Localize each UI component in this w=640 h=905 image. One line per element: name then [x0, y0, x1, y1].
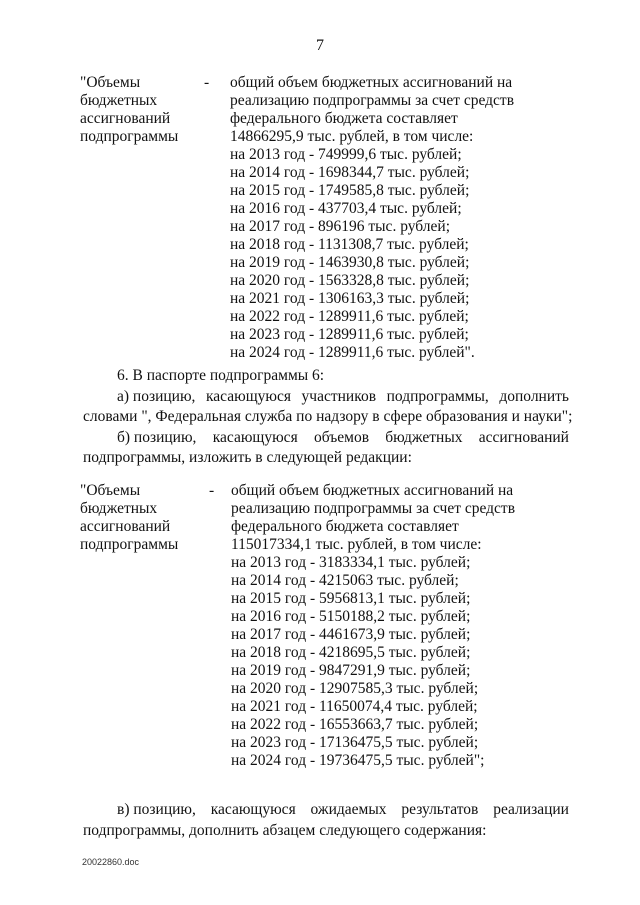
label-line: "Объемы [80, 74, 141, 91]
word: участников [301, 387, 377, 405]
word: а) позицию, [117, 387, 196, 405]
word: результатов [401, 801, 479, 818]
label-line: подпрограммы [80, 128, 179, 145]
intro-line: 115017334,1 тыс. рублей, в том числе: [231, 536, 482, 553]
word: в) позицию, [117, 801, 196, 818]
item-b-line1 [83, 428, 569, 449]
label-line: ассигнований [80, 518, 171, 535]
year-line: на 2019 год - 1463930,8 тыс. рублей; [230, 254, 470, 271]
word: б) позицию, [117, 428, 197, 446]
intro-line: федерального бюджета составляет [230, 110, 458, 127]
label-line: "Объемы [80, 482, 141, 499]
year-line: на 2023 год - 17136475,5 тыс. рублей; [231, 734, 479, 751]
word: объемов [313, 428, 370, 446]
word: касающуюся [206, 387, 291, 405]
word: касающуюся [212, 428, 298, 446]
intro-line: федерального бюджета составляет [231, 518, 459, 535]
block1-content [230, 74, 514, 362]
year-line: на 2017 год - 896196 тыс. рублей; [230, 218, 450, 235]
year-line: на 2014 год - 1698344,7 тыс. рублей; [230, 164, 470, 181]
year-line: на 2022 год - 1289911,6 тыс. рублей; [230, 308, 469, 325]
word: дополнить [499, 387, 569, 405]
label-line: бюджетных [80, 500, 158, 517]
year-line: на 2015 год - 5956813,1 тыс. рублей; [231, 590, 471, 607]
label-line: подпрограммы [80, 536, 179, 553]
document-file-code: 20022860.doc [82, 857, 140, 867]
year-line: на 2018 год - 4218695,5 тыс. рублей; [231, 644, 471, 661]
section6 [83, 366, 573, 469]
word: бюджетных [385, 428, 463, 446]
item-a-line2: словами ", Федеральная служба по надзору в сфере образования и науки"; [83, 408, 573, 425]
year-line: на 2017 год - 4461673,9 тыс. рублей; [231, 626, 471, 643]
intro-line: общий объем бюджетных ассигнований на [231, 482, 514, 499]
intro-line: 14866295,9 тыс. рублей, в том числе: [230, 128, 474, 145]
year-line: на 2024 год - 19736475,5 тыс. рублей"; [231, 752, 485, 769]
block2-content [231, 482, 515, 770]
block1-label [80, 74, 210, 146]
year-line: на 2024 год - 1289911,6 тыс. рублей". [230, 344, 475, 361]
item-b-line2: подпрограммы, изложить в следующей редакции: [83, 449, 412, 466]
year-line: на 2016 год - 437703,4 тыс. рублей; [230, 200, 462, 217]
block2-dash: - [209, 482, 215, 499]
item-a-line1 [83, 387, 569, 408]
word: касающуюся [210, 801, 296, 818]
item-c-line1 [83, 800, 569, 821]
year-line: на 2013 год - 3183334,1 тыс. рублей; [231, 554, 471, 571]
intro-line: реализацию подпрограммы за счет средств [230, 92, 515, 109]
word: подпрограммы, [386, 387, 489, 405]
year-line: на 2021 год - 1306163,3 тыс. рублей; [230, 290, 470, 307]
label-line: бюджетных [80, 92, 158, 109]
section6-heading: 6. В паспорте подпрограммы 6: [117, 367, 325, 384]
year-line: на 2020 год - 1563328,8 тыс. рублей; [230, 272, 470, 289]
year-line: на 2018 год - 1131308,7 тыс. рублей; [230, 236, 469, 253]
word: ассигнований [478, 428, 569, 446]
year-line: на 2020 год - 12907585,3 тыс. рублей; [231, 680, 479, 697]
intro-line: общий объем бюджетных ассигнований на [230, 74, 513, 91]
year-line: на 2016 год - 5150188,2 тыс. рублей; [231, 608, 471, 625]
page-number: 7 [316, 37, 324, 54]
intro-line: реализацию подпрограммы за счет средств [231, 500, 516, 517]
block2-label [80, 482, 210, 554]
label-line: ассигнований [80, 110, 171, 127]
year-line: на 2013 год - 749999,6 тыс. рублей; [230, 146, 462, 163]
item-c [83, 800, 569, 841]
item-c-line2: подпрограммы, дополнить абзацем следующего содержания: [83, 821, 487, 839]
year-line: на 2022 год - 16553663,7 тыс. рублей; [231, 716, 479, 733]
year-line: на 2023 год - 1289911,6 тыс. рублей; [230, 326, 469, 343]
year-line: на 2019 год - 9847291,9 тыс. рублей; [231, 662, 471, 679]
year-line: на 2014 год - 4215063 тыс. рублей; [231, 572, 459, 589]
year-line: на 2015 год - 1749585,8 тыс. рублей; [230, 182, 470, 199]
word: ожидаемых [310, 801, 387, 818]
year-line: на 2021 год - 11650074,4 тыс. рублей; [231, 698, 478, 715]
word: реализации [493, 801, 569, 818]
block1-dash: - [204, 74, 210, 91]
